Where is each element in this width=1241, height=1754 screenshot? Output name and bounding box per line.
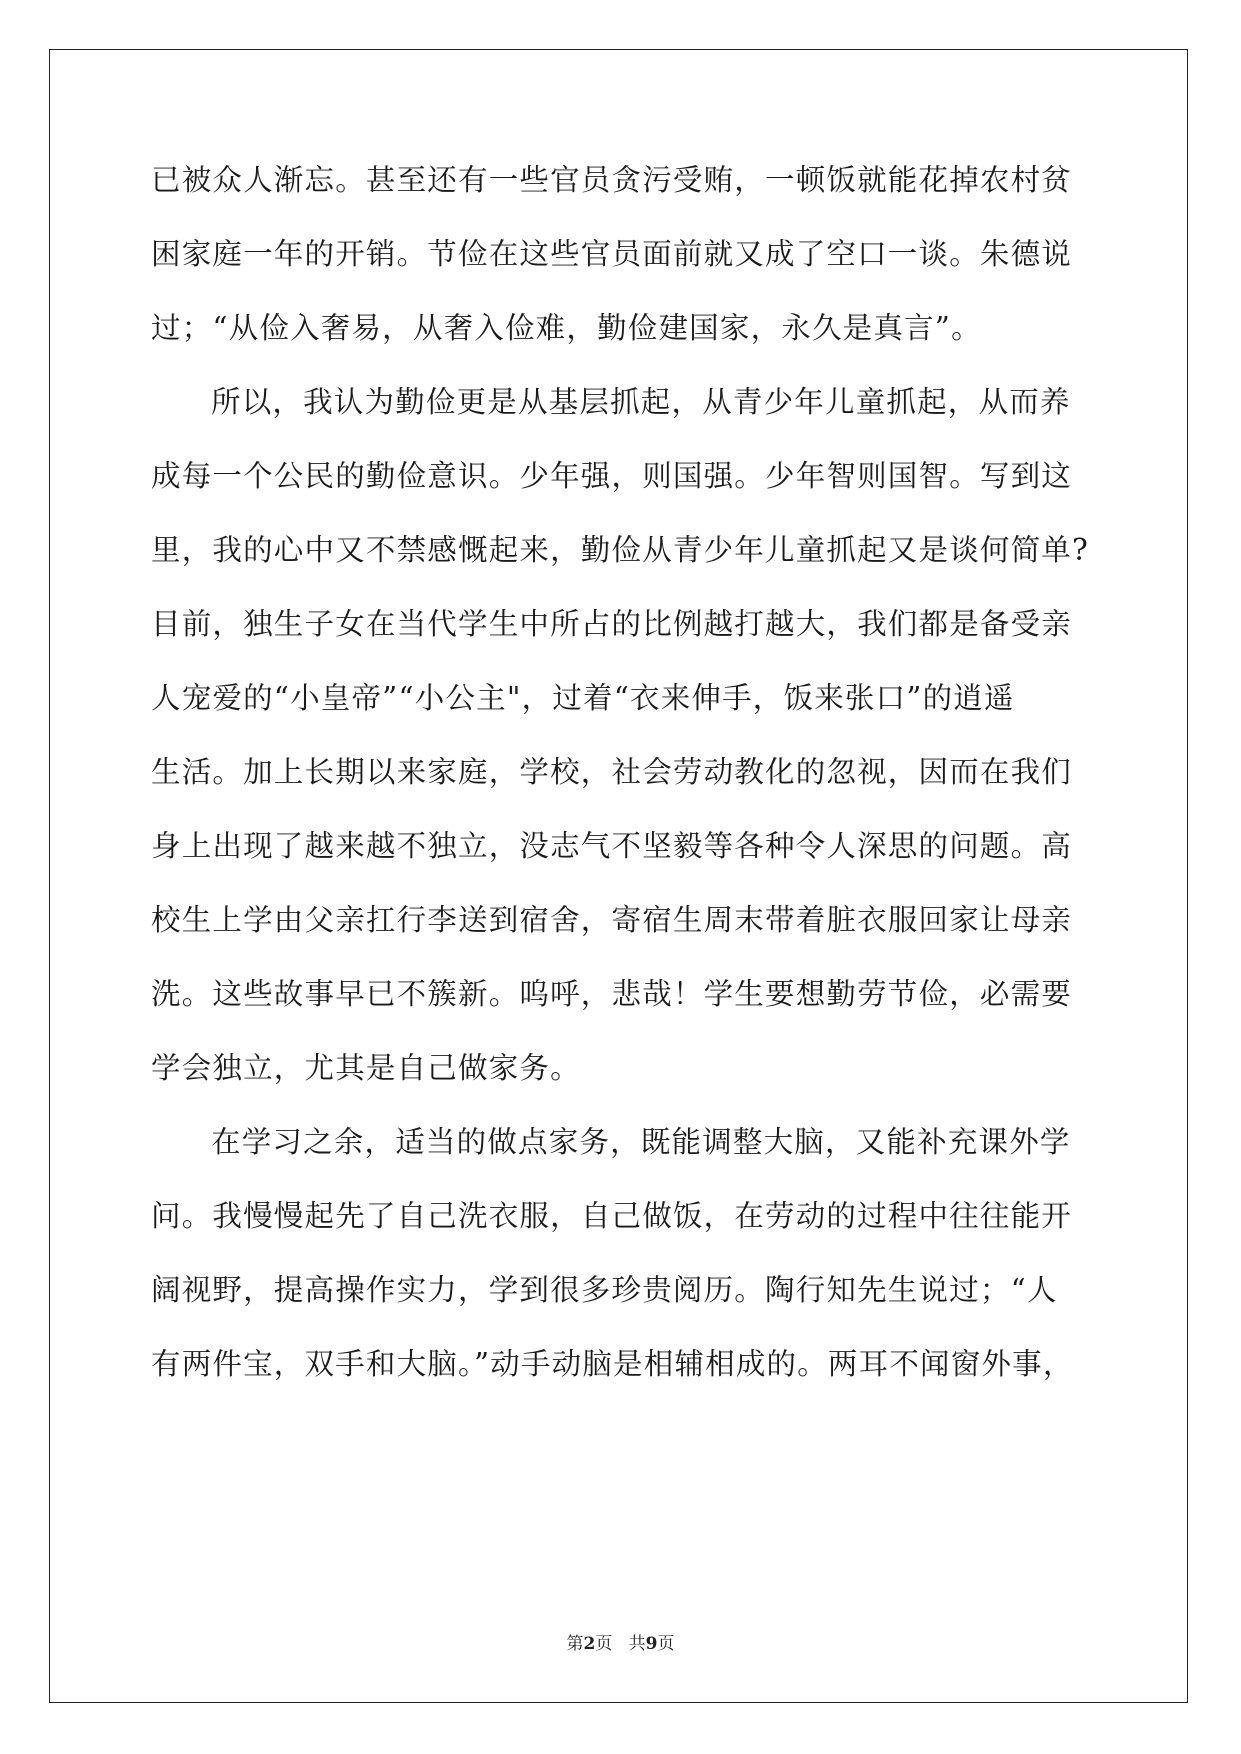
text-line: 校生上学由父亲扛行李送到宿舍，寄宿生周末带着脏衣服回家让母亲 — [151, 903, 1073, 937]
text-line: 有两件宝，双手和大脑。”动手动脑是相辅相成的。两耳不闻窗外事， — [151, 1347, 1074, 1381]
text-line: 问。我慢慢起先了自己洗衣服，自己做饭，在劳动的过程中往往能开 — [151, 1199, 1073, 1233]
footer-page-suffix: 页 — [595, 1634, 613, 1654]
text-line: 困家庭一年的开销。节俭在这些官员面前就又成了空口一谈。朱德说 — [151, 237, 1073, 271]
page-footer — [0, 1629, 1241, 1654]
text-line: 生活。加上长期以来家庭，学校，社会劳动教化的忽视，因而在我们 — [151, 755, 1073, 789]
footer-total-prefix: 共 — [628, 1634, 646, 1654]
paragraph-start-line: 在学习之余，适当的做点家务，既能调整大脑，又能补充课外学 — [211, 1125, 1071, 1159]
text-line: 成每一个公民的勤俭意识。少年强，则国强。少年智则国智。写到这 — [151, 459, 1073, 493]
text-line: 学会独立，尤其是自己做家务。 — [151, 1051, 581, 1085]
current-page-number: 2 — [583, 1634, 596, 1654]
text-line: 洗。这些故事早已不簇新。呜呼，悲哉！学生要想勤劳节俭，必需要 — [151, 977, 1073, 1011]
footer-total-suffix: 页 — [657, 1634, 675, 1654]
text-line: 阔视野，提高操作实力，学到很多珍贵阅历。陶行知先生说过；“人 — [151, 1273, 1058, 1307]
page-border — [49, 49, 1188, 1703]
footer-prefix: 第 — [566, 1634, 584, 1654]
text-line: 过；“从俭入奢易，从奢入俭难，勤俭建国家，永久是真言”。 — [151, 311, 982, 345]
total-pages-number: 9 — [645, 1634, 658, 1654]
text-line: 里，我的心中又不禁感慨起来，勤俭从青少年儿童抓起又是谈何简单? — [151, 533, 1090, 567]
text-line: 目前，独生子女在当代学生中所占的比例越打越大，我们都是备受亲 — [151, 607, 1073, 641]
text-line: 身上出现了越来越不独立，没志气不坚毅等各种令人深思的问题。高 — [151, 829, 1073, 863]
text-line: 人宠爱的“小皇帝”“小公主"，过着“衣来伸手，饭来张口”的逍遥 — [151, 681, 1015, 715]
paragraph-start-line: 所以，我认为勤俭更是从基层抓起，从青少年儿童抓起，从而养 — [211, 385, 1071, 419]
text-line: 已被众人渐忘。甚至还有一些官员贪污受贿，一顿饭就能花掉农村贫 — [151, 163, 1073, 197]
